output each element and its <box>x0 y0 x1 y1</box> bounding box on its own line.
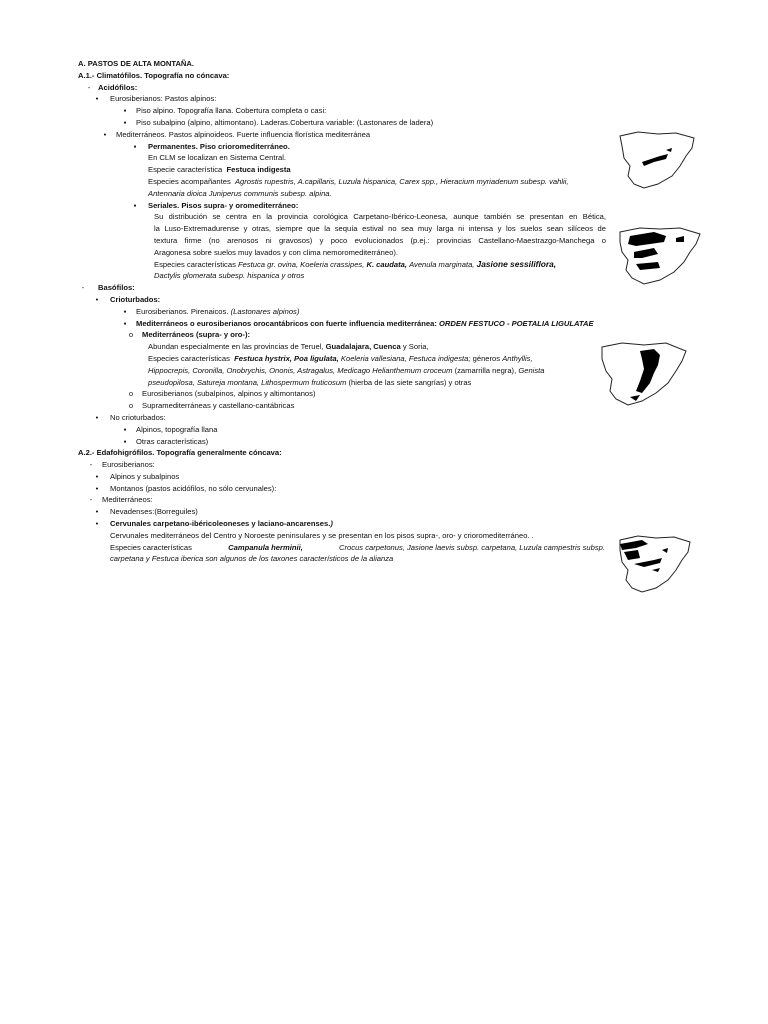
distribution-area <box>630 395 640 401</box>
text-line: Especies acompañantes Agrostis rupestris, A.capillaris, Luzula hispanica, Carex spp., Hieracium myriadenum subesp. vahlii, <box>148 176 569 186</box>
distribution-area <box>636 349 660 393</box>
text-line: Antennaria dioica Juniperus communis subesp. alpina. <box>148 188 332 198</box>
distribution-area <box>636 262 660 270</box>
dot-bullet: • <box>95 94 99 104</box>
map-iberia-1 <box>614 126 700 192</box>
permanentes-item: ▪ Permanentes. Piso crioromediterráneo. <box>133 141 290 151</box>
list-item: ▪ Mediterráneos o eurosiberianos orocantábricos con fuerte influencia mediterránea: ORDEN FESTUCO - POETALIA LIGULATAE <box>123 318 594 328</box>
species-line: Especies características Festuca gr. ovina, Koeleria crassipes, K. caudata, Avenula marginata, Jasione sessiliflora, <box>154 258 557 269</box>
text-line: En CLM se localizan en Sistema Central. <box>148 153 287 163</box>
seriales-paragraph: Su distribución se centra en la provincia corológica Carpetano-Ibérico-Leonesa, aunque también se presentan en Bética, la Luso-Extremadurense y otras, siempre que la sequía estival no sea muy larga ni intensa y los suelos sean silíceos de textura firme (no arenosos ni gravosos) y poco evolucionados (p.ej.: provincias Castellano-Maestrazgo-Manchega o Aragonesa sobre suelos muy lavados y con clima nemoromediterráneo). Especies características Festuca gr. ovina, Koeleria crassipes, K. caudata, Avenula marginata, Jasione sessiliflora, Dactylis glomerata subesp. hispanica y otros <box>154 212 606 281</box>
section-title: A. PASTOS DE ALTA MONTAÑA. <box>78 59 195 68</box>
list-item: ▪ Otras características) <box>123 436 209 446</box>
list-item: • Montanos (pastos acidófilos, no sólo cervunales): <box>95 483 277 493</box>
distribution-area <box>634 248 658 258</box>
dash-bullet: - <box>81 283 85 293</box>
mediterraneos-a2-item: - Mediterráneos: <box>89 495 153 505</box>
dash-bullet: - <box>87 82 91 92</box>
distribution-area <box>666 148 672 152</box>
no-crioturbados-item: • No crioturbados: <box>95 412 166 422</box>
map-iberia-3 <box>596 337 692 407</box>
acidofilos-label: Acidófilos: <box>98 82 138 92</box>
distribution-area <box>634 558 662 567</box>
list-item: o Eurosiberianos (subalpinos, alpinos y altimontanos) <box>128 389 316 399</box>
a2-heading: A.2.- Edafohigrófilos. Topografía generalmente cóncava: <box>78 448 282 458</box>
mediterraneos-item: • Mediterráneos. Pastos alpinoideos. Fuerte influencia florística mediterránea <box>103 129 371 139</box>
list-item: ▪ Eurosiberianos. Pirenaicos. (Lastonares alpinos) <box>123 306 300 316</box>
distribution-area <box>628 232 666 246</box>
map-iberia-4 <box>614 530 694 596</box>
map-iberia-2 <box>614 220 704 288</box>
list-item: • Nevadenses:(Borreguiles) <box>95 507 198 517</box>
seriales-item: ▪ Seriales. Pisos supra- y oromediterráneo: <box>133 200 299 210</box>
list-item: • Cervunales carpetano-ibéricoleoneses y laciano-ancarenses.) <box>95 519 333 529</box>
document-body <box>78 58 618 565</box>
distribution-area <box>620 540 648 550</box>
list-item: ▪ Piso subalpino (alpino, altimontano). Laderas.Cobertura variable: (Lastonares de ladera) <box>123 117 434 127</box>
list-item: ▪ Piso alpino. Topografía llana. Cobertura completa o casi: <box>123 106 327 116</box>
mediterraneos-supra-item: o Mediterráneos (supra- y oro-): <box>128 330 251 340</box>
eurosiberianos-a2-item: - Eurosiberianos: <box>89 460 155 470</box>
list-item: ▪ Alpinos, topografía llana <box>123 424 218 434</box>
distribution-area <box>652 568 660 572</box>
crioturbados-item: • Crioturbados: <box>95 294 161 304</box>
text-line: Especie característica Festuca indigesta <box>148 165 291 175</box>
a1-heading: A.1.- Climatófilos. Topografía no cóncava: <box>78 70 230 80</box>
basofilos-paragraph: Abundan especialmente en las provincias de Teruel, Guadalajara, Cuenca y Soria, Especies características Festuca hystrix, Poa ligulata, Koeleria vallesiana, Festuca indigesta; géneros Anthyllis, Hippocrepis, Coronilla, Onobrychis, Ononis, Astragalus, Medicago Helianthemum croceum (zamarrilla negra), Genista pseudopilosa, Satureja montana, Lithospermum fruticosum (hierba de las siete sangrías) y otras <box>148 342 545 387</box>
distribution-area <box>662 548 668 553</box>
distribution-area <box>624 550 640 560</box>
distribution-area <box>676 236 684 242</box>
list-item: o Supramediterráneas y castellano-cantábricas <box>128 401 295 411</box>
acidofilos-item <box>78 82 618 94</box>
cervunales-paragraph: Cervunales mediterráneos del Centro y Noroeste peninsulares y se presentan en los pisos supra-, oro- y crioromediterráneo. . Especies características Campanula herminii, Crocus carpetonus, Jasione laevis subsp. carpetana, Luzula campestris subsp. carpetana y Festuca iberica son algunos de los taxones característicos de la alianza <box>110 530 605 564</box>
distribution-area <box>642 154 668 166</box>
basofilos-item: - Basófilos: <box>78 282 618 294</box>
eurosiberianos-item: • Eurosiberianos: Pastos alpinos: <box>78 93 618 105</box>
list-item: • Alpinos y subalpinos <box>95 471 180 481</box>
